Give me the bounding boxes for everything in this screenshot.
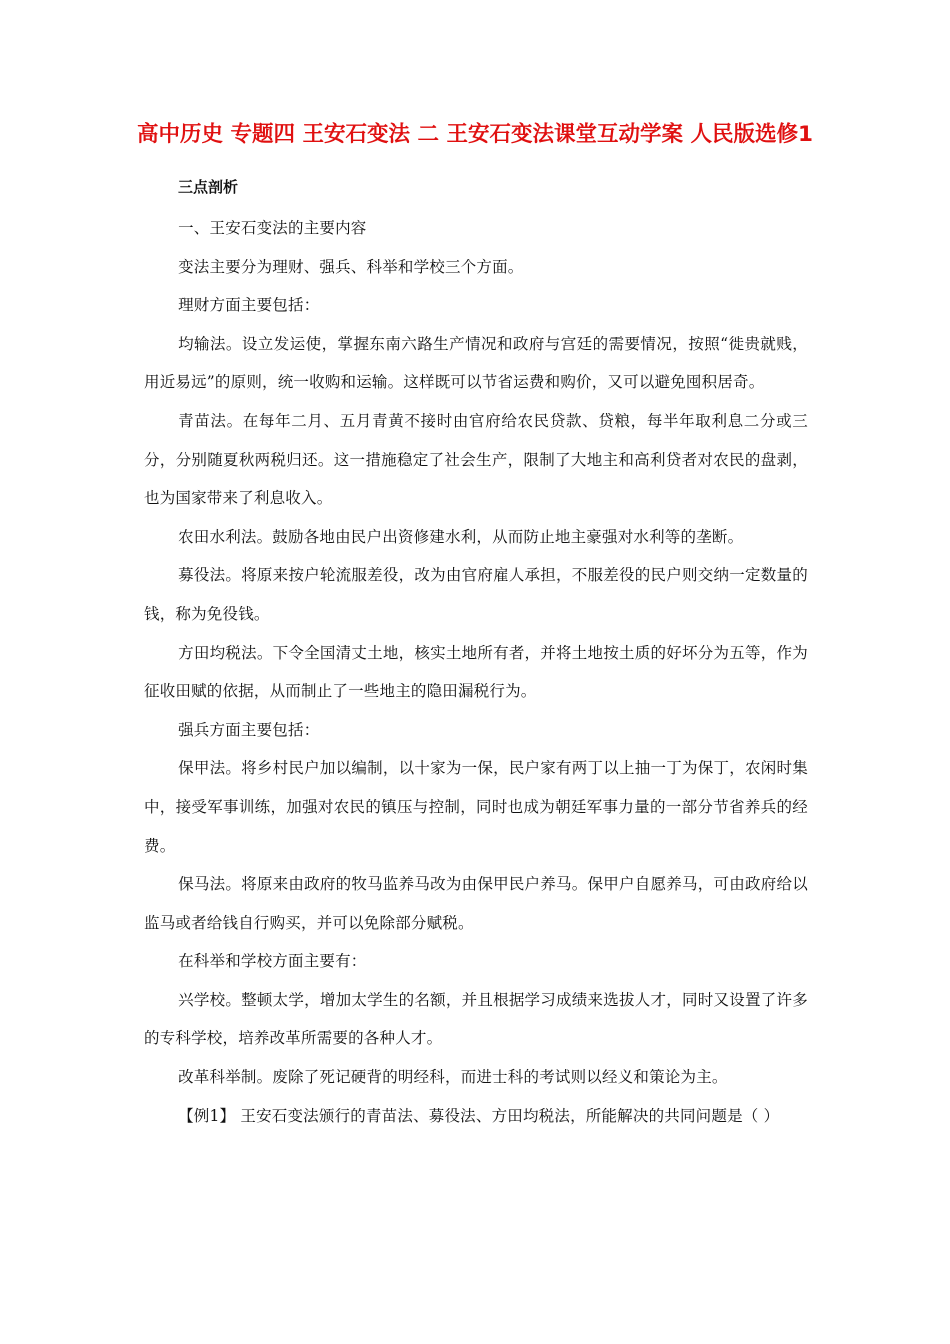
paragraph-fangtian-law: 方田均税法。下令全国清丈土地，核实土地所有者，并将土地按土质的好坏分为五等，作为征收田赋的依据，从而制止了一些地主的隐田漏税行为。 <box>144 643 808 701</box>
paragraph-qingmiao-law: 青苗法。在每年二月、五月青黄不接时由官府给农民贷款、贷粮，每半年取利息二分或三分，分别随夏秋两税归还。这一措施稳定了社会生产，限制了大地主和高利贷者对农民的盘剥，也为国家带来了利息收入。 <box>144 411 808 508</box>
subheading-education: 在科举和学校方面主要有： <box>178 952 367 971</box>
paragraph-muyi-law: 募役法。将原来按户轮流服差役，改为由官府雇人承担，不服差役的民户则交纳一定数量的钱，称为免役钱。 <box>144 566 808 623</box>
subheading-main-content: 一、王安石变法的主要内容 <box>178 219 367 237</box>
section-heading: 三点剖析 <box>178 178 239 196</box>
paragraph-baojia-law: 保甲法。将乡村民户加以编制，以十家为一保，民户家有两丁以上抽一丁为保丁，农闲时集中，接受军事训练，加强对农民的镇压与控制，同时也成为朝廷军事力量的一部分节省养兵的经费。 <box>144 759 808 855</box>
paragraph-irrigation-law: 农田水利法。鼓励各地由民户出资修建水利，从而防止地主豪强对水利等的垄断。 <box>178 527 744 546</box>
document-title: 高中历史 专题四 王安石变法 二 王安石变法课堂互动学案 人民版选修1 <box>137 122 813 147</box>
paragraph-exam-reform: 改革科举制。废除了死记硬背的明经科，而进士科的考试则以经义和策论为主。 <box>178 1068 728 1087</box>
document-body <box>144 209 808 1135</box>
paragraph-junshu-law: 均输法。设立发运使，掌握东南六路生产情况和政府与宫廷的需要情况，按照“徙贵就贱，用近易远”的原则，统一收购和运输。这样既可以节省运费和购价，又可以避免囤积居奇。 <box>144 334 808 392</box>
subheading-military: 强兵方面主要包括： <box>178 720 320 739</box>
paragraph-overview: 变法主要分为理财、强兵、科举和学校三个方面。 <box>178 257 524 276</box>
example-question: 【例1】 王安石变法颁行的青苗法、募役法、方田均税法，所能解决的共同问题是（ ） <box>178 1106 780 1125</box>
paragraph-baoma-law: 保马法。将原来由政府的牧马监养马改为由保甲民户养马。保甲户自愿养马，可由政府给以监马或者给钱自行购买，并可以免除部分赋税。 <box>144 875 808 932</box>
paragraph-schools: 兴学校。整顿太学，增加太学生的名额，并且根据学习成绩来选拔人才，同时又设置了许多的专科学校，培养改革所需要的各种人才。 <box>144 990 808 1048</box>
subheading-finance: 理财方面主要包括： <box>178 296 320 315</box>
